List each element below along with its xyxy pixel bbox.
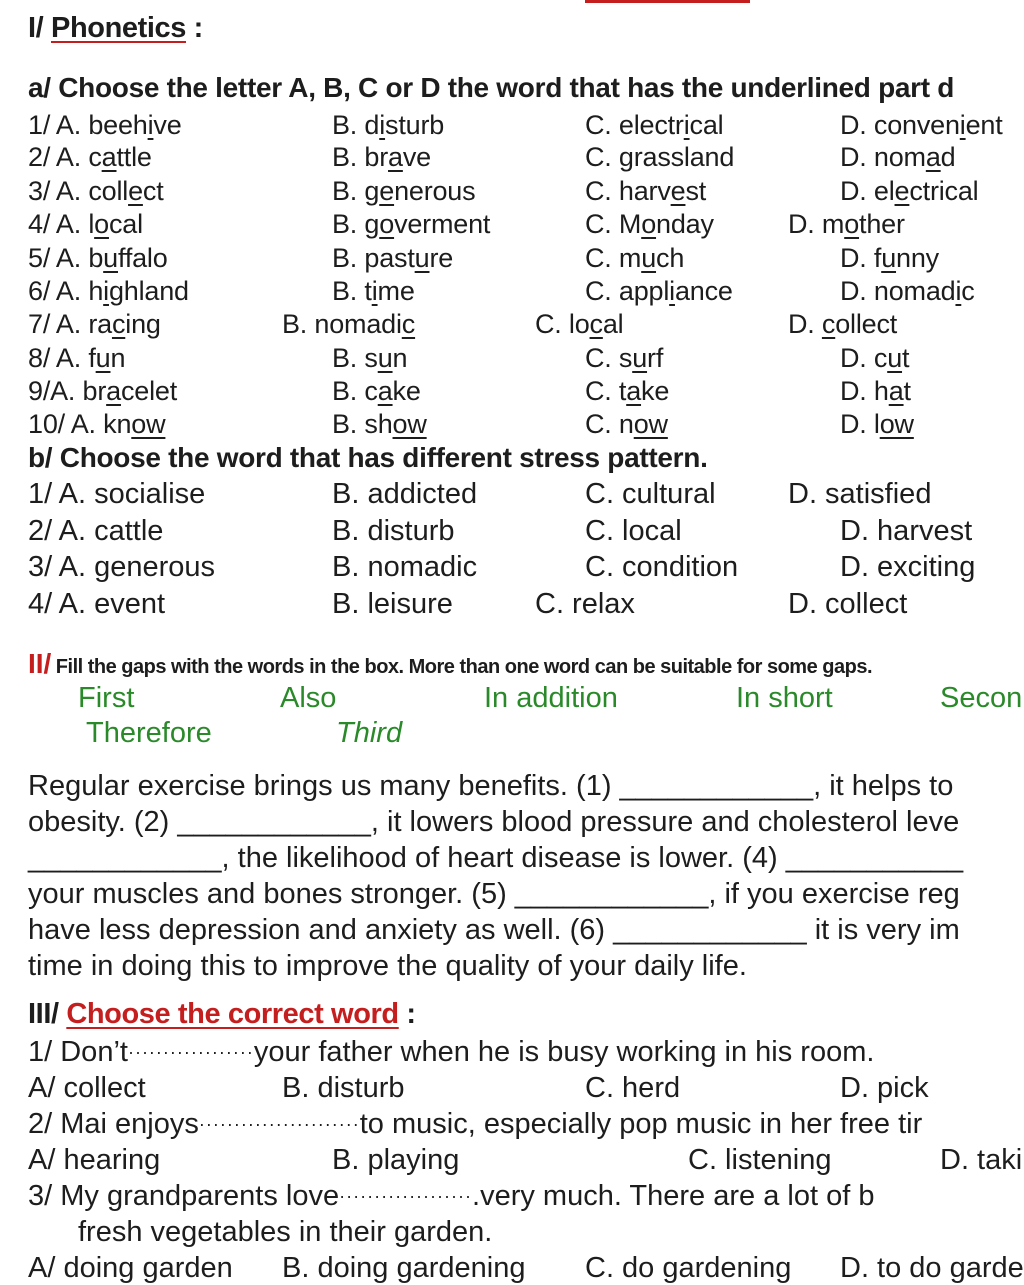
question-2-end: to music, especially pop music in her free tir: [359, 1108, 923, 1140]
phonetic-option[interactable]: 8/ A. fun: [28, 343, 126, 373]
phonetic-option[interactable]: 5/ A. buffalo: [28, 243, 168, 273]
phonetic-option[interactable]: B. nomadic: [282, 309, 416, 339]
underlined-part: a: [888, 376, 904, 406]
phonetic-option[interactable]: D. convenient: [840, 110, 1003, 140]
underlined-part: u: [377, 343, 393, 373]
stress-option[interactable]: B. addicted: [332, 478, 478, 510]
underlined-part: c: [111, 309, 126, 339]
underlined-part: i: [959, 110, 966, 140]
underlined-part: o: [641, 209, 657, 239]
underlined-part: i: [371, 276, 378, 306]
phonetic-option[interactable]: D. electrical: [840, 176, 979, 206]
phonetic-option[interactable]: B. brave: [332, 142, 431, 172]
section-1-number: I/: [28, 12, 44, 44]
question-3-blank[interactable]: ···················: [339, 1186, 473, 1206]
phonetic-option[interactable]: C. much: [585, 243, 685, 273]
paragraph-line: time in doing this to improve the quality of your daily life.: [28, 950, 747, 982]
underlined-part: i: [147, 110, 154, 140]
underlined-part: i: [669, 276, 675, 306]
paragraph-line: have less depression and anxiety as well. (6) ____________ it is very im: [28, 914, 960, 946]
paragraph-line: Regular exercise brings us many benefits. (1) ____________, it helps to: [28, 770, 954, 802]
underlined-part: ow: [633, 409, 668, 439]
stress-option[interactable]: 2/ A. cattle: [28, 515, 164, 547]
stress-option[interactable]: C. relax: [535, 588, 635, 620]
phonetic-option[interactable]: D. funny: [840, 243, 939, 273]
section-1-title: Phonetics: [51, 12, 186, 44]
phonetic-option[interactable]: C. local: [535, 309, 624, 339]
question-1: [28, 1036, 874, 1069]
phonetic-option[interactable]: D. mother: [788, 209, 905, 239]
answer-option[interactable]: D. pick: [840, 1072, 929, 1104]
stress-option[interactable]: C. condition: [585, 551, 739, 583]
question-1-blank[interactable]: ··················: [127, 1042, 254, 1062]
answer-option[interactable]: D. to do garde: [840, 1252, 1024, 1284]
section-3-colon: :: [406, 998, 416, 1030]
stress-option[interactable]: D. exciting: [840, 551, 976, 583]
underlined-part: a: [377, 376, 393, 406]
underlined-part: ow: [131, 409, 166, 439]
answer-option[interactable]: B. disturb: [282, 1072, 405, 1104]
phonetic-option[interactable]: C. now: [585, 409, 668, 439]
box-word: Also: [280, 682, 337, 714]
phonetic-option[interactable]: 6/ A. highland: [28, 276, 189, 306]
phonetic-option[interactable]: B. time: [332, 276, 415, 306]
phonetic-option[interactable]: D. nomadic: [840, 276, 975, 306]
phonetic-option[interactable]: B. goverment: [332, 209, 491, 239]
section-2-instruction: Fill the gaps with the words in the box. More than one word can be suitable for some gaps.: [55, 656, 873, 678]
part-a-instruction: [28, 72, 954, 104]
underlined-part: i: [103, 276, 109, 306]
underlined-part: a: [626, 376, 642, 406]
underlined-part: c: [821, 309, 836, 339]
stress-option[interactable]: C. cultural: [585, 478, 716, 510]
question-3-continuation: fresh vegetables in their garden.: [78, 1216, 493, 1248]
phonetic-option[interactable]: B. show: [332, 409, 427, 439]
phonetic-option[interactable]: 9/A. bracelet: [28, 376, 178, 406]
underlined-part: a: [106, 376, 121, 406]
stress-option[interactable]: D. collect: [788, 588, 908, 620]
section-1-colon: :: [193, 12, 203, 44]
paragraph-line: your muscles and bones stronger. (5) ____________, if you exercise reg: [28, 878, 960, 910]
underlined-part: u: [95, 343, 111, 373]
answer-option[interactable]: C. do gardening: [585, 1252, 792, 1284]
underlined-part: i: [955, 276, 962, 306]
answer-option[interactable]: B. doing gardening: [282, 1252, 526, 1284]
stress-option[interactable]: 1/ A. socialise: [28, 478, 206, 510]
part-a-text: Choose the letter A, B, C or D the word that has the underlined part d: [58, 72, 955, 103]
phonetic-option[interactable]: D. low: [840, 409, 914, 439]
underlined-part: u: [887, 343, 903, 373]
underlined-part: u: [641, 243, 657, 273]
phonetic-option[interactable]: B. disturb: [332, 110, 445, 140]
stress-option[interactable]: B. nomadic: [332, 551, 478, 583]
underlined-part: a: [101, 142, 117, 172]
phonetic-option[interactable]: C. Monday: [585, 209, 714, 239]
answer-option[interactable]: A/ doing garden: [28, 1252, 233, 1284]
phonetic-option[interactable]: C. appliance: [585, 276, 733, 306]
question-2-start: 2/ Mai enjoys: [28, 1108, 199, 1140]
stress-option[interactable]: C. local: [585, 515, 682, 547]
stress-option[interactable]: D. harvest: [840, 515, 973, 547]
phonetic-option[interactable]: 4/ A. local: [28, 209, 143, 239]
underlined-part: e: [894, 176, 910, 206]
phonetic-option[interactable]: 3/ A. collect: [28, 176, 164, 206]
phonetic-option[interactable]: C. grassland: [585, 142, 735, 172]
box-word: In short: [736, 682, 833, 714]
underlined-part: o: [379, 209, 395, 239]
underlined-part: i: [683, 110, 690, 140]
phonetic-option[interactable]: D. collect: [788, 309, 898, 339]
underlined-part: ow: [392, 409, 427, 439]
underlined-part: o: [844, 209, 860, 239]
question-2-blank[interactable]: ·······················: [198, 1114, 360, 1134]
underlined-part: u: [881, 243, 897, 273]
stress-option[interactable]: D. satisfied: [788, 478, 932, 510]
section-2-number: II/: [28, 648, 52, 679]
question-2: [28, 1108, 922, 1141]
phonetic-option[interactable]: D. cut: [840, 343, 910, 373]
underlined-part: u: [632, 343, 648, 373]
phonetic-option[interactable]: 10/ A. know: [28, 409, 166, 439]
underlined-part: a: [388, 142, 403, 172]
phonetic-option[interactable]: B. sun: [332, 343, 408, 373]
phonetic-option[interactable]: 2/ A. cattle: [28, 142, 152, 172]
section-3-title: Choose the correct word: [66, 998, 399, 1030]
answer-option[interactable]: D. taki: [940, 1144, 1023, 1176]
box-word: Secon: [940, 682, 1023, 714]
underlined-part: o: [94, 209, 109, 239]
section-2-heading: [28, 648, 872, 680]
phonetic-option[interactable]: D. nomad: [840, 142, 956, 172]
stress-option[interactable]: 4/ A. event: [28, 588, 166, 620]
phonetic-option[interactable]: C. harvest: [585, 176, 707, 206]
part-b-label: b/: [28, 442, 53, 473]
underlined-part: e: [670, 176, 686, 206]
question-3-end: .very much. There are a lot of b: [472, 1180, 875, 1212]
underlined-part: e: [128, 176, 143, 206]
part-b-text: Choose the word that has different stress pattern.: [59, 442, 708, 473]
answer-option[interactable]: B. playing: [332, 1144, 460, 1176]
answer-option[interactable]: A/ collect: [28, 1072, 146, 1104]
stress-option[interactable]: B. disturb: [332, 515, 455, 547]
underlined-part: ow: [879, 409, 914, 439]
answer-option[interactable]: A/ hearing: [28, 1144, 161, 1176]
phonetic-option[interactable]: D. hat: [840, 376, 911, 406]
answer-option[interactable]: C. listening: [688, 1144, 832, 1176]
stress-option[interactable]: 3/ A. generous: [28, 551, 216, 583]
underlined-part: u: [414, 243, 430, 273]
underlined-part: c: [589, 309, 603, 339]
box-word: In addition: [484, 682, 618, 714]
stress-option[interactable]: B. leisure: [332, 588, 453, 620]
section-3-number: III/: [28, 998, 59, 1030]
question-1-start: 1/ Don’t: [28, 1036, 128, 1068]
paragraph-line: obesity. (2) ____________, it lowers blood pressure and cholesterol leve: [28, 806, 960, 838]
top-rule: [585, 0, 750, 3]
underlined-part: a: [925, 142, 941, 172]
question-3: [28, 1180, 874, 1213]
phonetic-option[interactable]: B. pasture: [332, 243, 454, 273]
answer-option[interactable]: C. herd: [585, 1072, 681, 1104]
underlined-part: e: [379, 176, 395, 206]
phonetic-option[interactable]: B. cake: [332, 376, 421, 406]
underlined-part: u: [103, 243, 118, 273]
phonetic-option[interactable]: 1/ A. beehive: [28, 110, 182, 140]
section-1-heading: [28, 12, 203, 45]
question-1-end: your father when he is busy working in his room.: [253, 1036, 875, 1068]
underlined-part: c: [401, 309, 416, 339]
paragraph-line: ____________, the likelihood of heart disease is lower. (4) ___________: [28, 842, 964, 874]
part-a-label: a/: [28, 72, 51, 103]
box-word: Therefore: [86, 717, 212, 749]
phonetic-option[interactable]: C. electrical: [585, 110, 724, 140]
phonetic-option[interactable]: 7/ A. racing: [28, 309, 161, 339]
part-b-instruction: [28, 442, 708, 474]
box-word: First: [78, 682, 135, 714]
box-word: Third: [336, 717, 403, 749]
underlined-part: i: [379, 110, 386, 140]
phonetic-option[interactable]: C. take: [585, 376, 670, 406]
phonetic-option[interactable]: B. generous: [332, 176, 476, 206]
section-3-heading: [28, 998, 416, 1031]
phonetic-option[interactable]: C. surf: [585, 343, 664, 373]
question-3-start: 3/ My grandparents love: [28, 1180, 340, 1212]
